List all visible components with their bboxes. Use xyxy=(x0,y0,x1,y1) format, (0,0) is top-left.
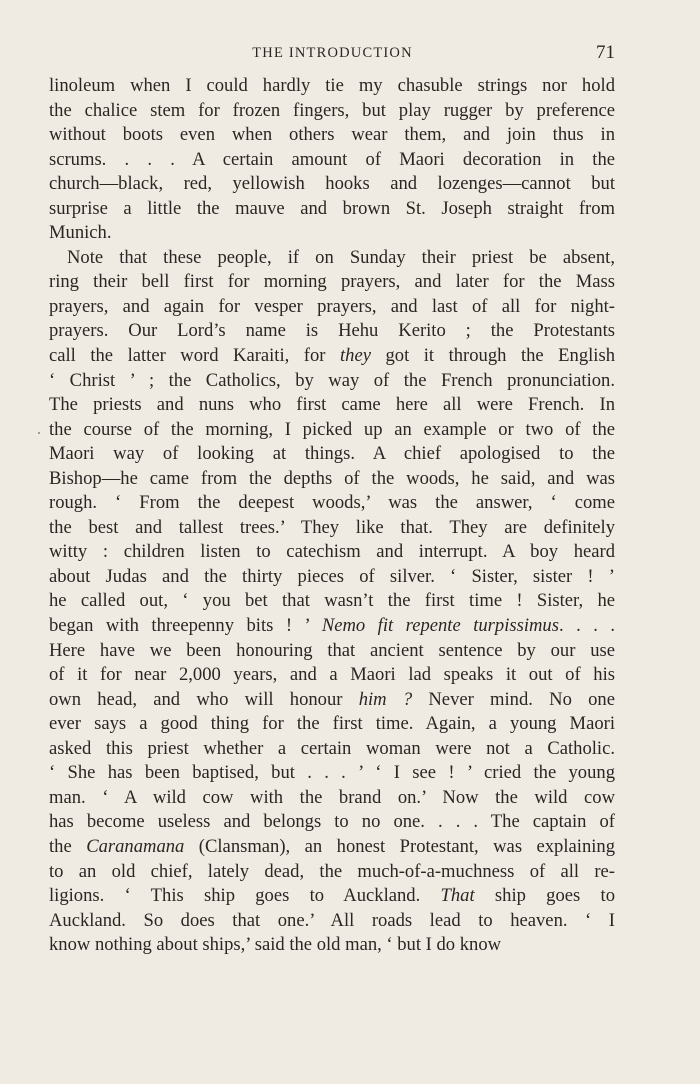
text-segment: asked this priest whether a certain woman were not a Catholic. xyxy=(49,737,615,759)
italic-text: That xyxy=(440,885,475,907)
text-line xyxy=(49,197,615,222)
text-segment: got it through the English xyxy=(370,345,615,367)
text-segment: Never mind. No one xyxy=(412,688,615,710)
text-line xyxy=(49,418,615,443)
text-segment: ship goes to xyxy=(474,885,615,907)
text-segment: Munich. xyxy=(49,222,112,244)
text-line xyxy=(49,688,615,713)
page-number: 71 xyxy=(596,42,615,63)
text-segment: . . . . xyxy=(558,615,615,637)
text-line xyxy=(49,172,615,197)
text-line xyxy=(49,516,615,541)
text-segment: linoleum when I could hardly tie my chasuble strings nor hold xyxy=(49,75,615,96)
text-segment: know nothing about ships,’ said the old man, ‘ but I do know xyxy=(49,934,502,956)
text-segment: the xyxy=(49,835,87,857)
text-line xyxy=(49,761,615,786)
text-line xyxy=(49,74,615,99)
text-line xyxy=(49,148,615,173)
text-segment: The priests and nuns who first came here all were French. In xyxy=(49,394,615,416)
text-segment: ever says a good thing for the first time. Again, a young Maori xyxy=(49,713,615,735)
italic-text: Nemo fit repente turpissimus xyxy=(321,615,559,637)
chapter-title: THE INTRODUCTION xyxy=(252,45,413,61)
text-segment: began with threepenny bits ! ’ xyxy=(49,615,322,637)
text-segment: without boots even when others wear them, and join thus in xyxy=(49,124,615,146)
text-line xyxy=(49,614,615,639)
text-line xyxy=(49,467,615,492)
text-line xyxy=(49,639,615,664)
text-line xyxy=(49,860,615,885)
text-line xyxy=(49,344,615,369)
text-line xyxy=(49,270,615,295)
print-speck xyxy=(38,432,40,434)
text-line xyxy=(49,589,615,614)
text-line xyxy=(49,540,615,565)
text-line xyxy=(49,246,615,271)
text-segment: about Judas and the thirty pieces of silver. ‘ Sister, sister ! ’ xyxy=(49,565,615,587)
text-line xyxy=(49,369,615,394)
text-segment: surprise a little the mauve and brown St. Joseph straight from xyxy=(49,197,615,219)
text-segment: he called out, ‘ you bet that wasn’t the first time ! Sister, he xyxy=(49,590,615,612)
text-segment: rough. ‘ From the deepest woods,’ was the answer, ‘ come xyxy=(49,492,615,514)
italic-text: him ? xyxy=(358,688,413,710)
text-segment: ring their bell first for morning prayers, and later for the Mass xyxy=(49,271,615,293)
text-segment: the chalice stem for frozen fingers, but play rugger by preference xyxy=(49,99,615,121)
text-line xyxy=(49,712,615,737)
text-segment: to an old chief, lately dead, the much-of-a-muchness of all re- xyxy=(49,860,615,882)
text-line xyxy=(49,933,615,958)
text-segment: church—black, red, yellowish hooks and lozenges—cannot but xyxy=(49,173,615,195)
text-segment: call the latter word Karaiti, for xyxy=(49,345,340,367)
text-line xyxy=(49,737,615,762)
text-line xyxy=(49,786,615,811)
text-segment: Maori way of looking at things. A chief apologised to the xyxy=(49,443,615,465)
text-segment: prayers. Our Lord’s name is Hehu Kerito ; the Protestants xyxy=(49,320,615,342)
text-line xyxy=(49,565,615,590)
text-segment: prayers, and again for vesper prayers, and last of all for night- xyxy=(49,295,615,317)
text-line xyxy=(49,442,615,467)
text-segment: Here have we been honouring that ancient sentence by our use xyxy=(49,639,615,661)
text-segment: ‘ Christ ’ ; the Catholics, by way of the French pronunciation. xyxy=(49,369,615,391)
text-segment: the course of the morning, I picked up an example or two of the xyxy=(49,418,615,440)
text-segment: ligions. ‘ This ship goes to Auckland. xyxy=(49,885,441,907)
text-segment: of it for near 2,000 years, and a Maori lad speaks it out of his xyxy=(49,664,615,686)
text-segment: Note that these people, if on Sunday their priest be absent, xyxy=(67,246,615,268)
text-line xyxy=(49,393,615,418)
text-line xyxy=(49,835,615,860)
text-line xyxy=(49,319,615,344)
text-segment: own head, and who will honour xyxy=(49,688,359,710)
text-segment: Auckland. So does that one.’ All roads lead to heaven. ‘ I xyxy=(49,909,615,931)
text-segment: the best and tallest trees.’ They like that. They are definitely xyxy=(49,516,615,538)
text-line xyxy=(49,810,615,835)
running-head xyxy=(50,42,615,66)
italic-text: Caranamana xyxy=(86,835,185,857)
text-segment: man. ‘ A wild cow with the brand on.’ Now the wild cow xyxy=(49,786,615,808)
text-line xyxy=(49,99,615,124)
body-text xyxy=(49,74,615,958)
text-line xyxy=(49,295,615,320)
text-segment: (Clansman), an honest Protestant, was explaining xyxy=(184,835,615,857)
text-segment: has become useless and belongs to no one. . . . The captain of xyxy=(49,811,615,833)
text-line xyxy=(49,123,615,148)
text-line xyxy=(49,221,615,246)
text-line xyxy=(49,884,615,909)
text-line xyxy=(49,663,615,688)
text-segment: ‘ She has been baptised, but . . . ’ ‘ I see ! ’ cried the young xyxy=(49,762,615,784)
text-segment: scrums. . . . A certain amount of Maori decoration in the xyxy=(49,148,615,170)
text-line xyxy=(49,491,615,516)
text-segment: Bishop—he came from the depths of the woods, he said, and was xyxy=(49,467,615,489)
text-line xyxy=(49,909,615,934)
italic-text: they xyxy=(340,345,371,367)
text-segment: witty : children listen to catechism and interrupt. A boy heard xyxy=(49,541,615,563)
